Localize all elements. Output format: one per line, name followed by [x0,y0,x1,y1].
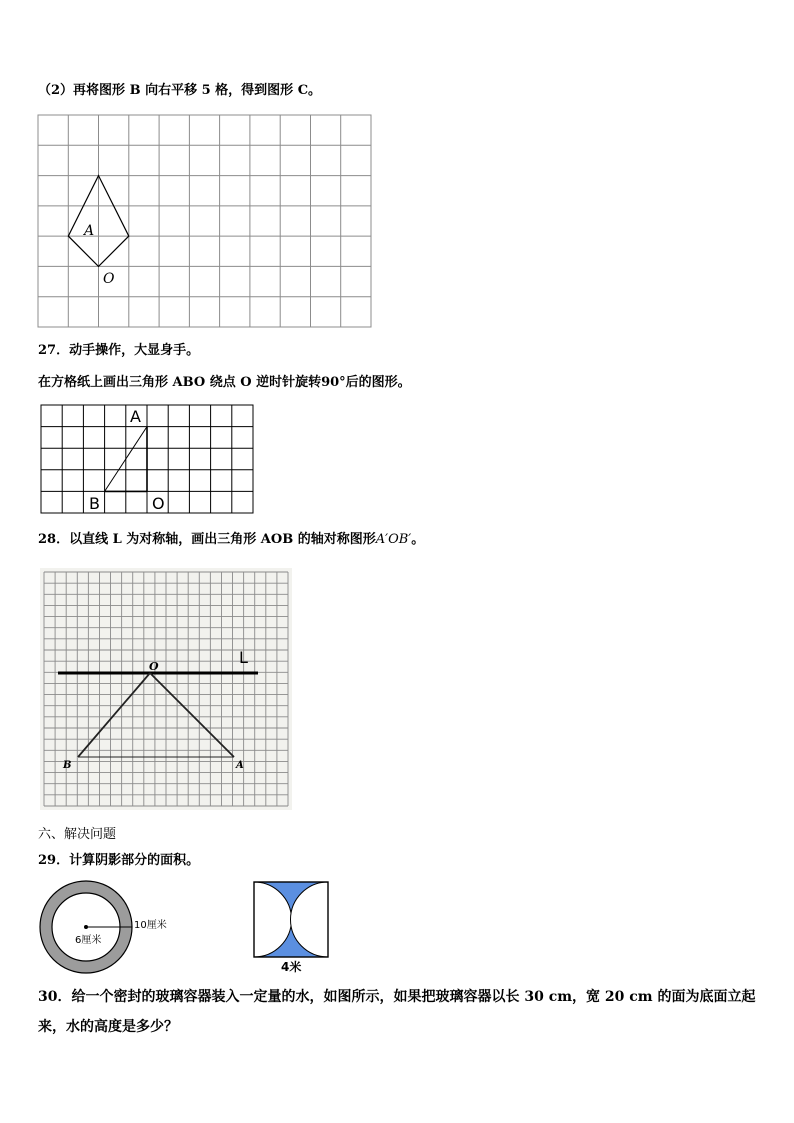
q27-label-b: B [89,494,100,513]
q27-label-o: O [152,494,165,513]
square-side-label: 4米 [281,960,302,974]
q29-square-figure [254,882,328,957]
q27-instruction: 在方格纸上画出三角形 ABO 绕点 O 逆时针旋转90°后的图形。 [38,375,411,390]
q30-question: 30．给一个密封的玻璃容器装入一定量的水，如图所示，如果把玻璃容器以长 30 cm，宽 20 cm 的面为底面立起来，水的高度是多少？ [38,989,756,1035]
q26-part2-text: （2）再将图形 B 向右平移 5 格，得到图形 C。 [38,83,322,98]
q28-text-prefix: 28．以直线 L 为对称轴，画出三角形 AOB 的轴对称图形 [38,532,376,547]
q27-title: 27．动手操作，大显身手。 [38,343,200,358]
q29-title: 29．计算阴影部分的面积。 [38,853,200,868]
kite-label-a: A [84,223,95,239]
q28-text-suffix: 。 [411,532,425,547]
outer-radius-label: 10厘米 [134,920,167,931]
q28-label-a: A [236,760,244,771]
q28-label-o: O [149,660,159,673]
inner-radius-label: 6厘米 [75,935,102,946]
q28-label-l: L [239,648,248,667]
point-label-o: O [103,271,115,287]
q28-label-b: B [63,760,72,771]
q29-ring-figure [40,881,132,973]
q27-label-a: A [130,407,141,426]
q26-grid [38,115,371,327]
q28-math-label: A′OB′ [375,532,412,547]
section-6-title: 六、解决问题 [38,827,117,842]
